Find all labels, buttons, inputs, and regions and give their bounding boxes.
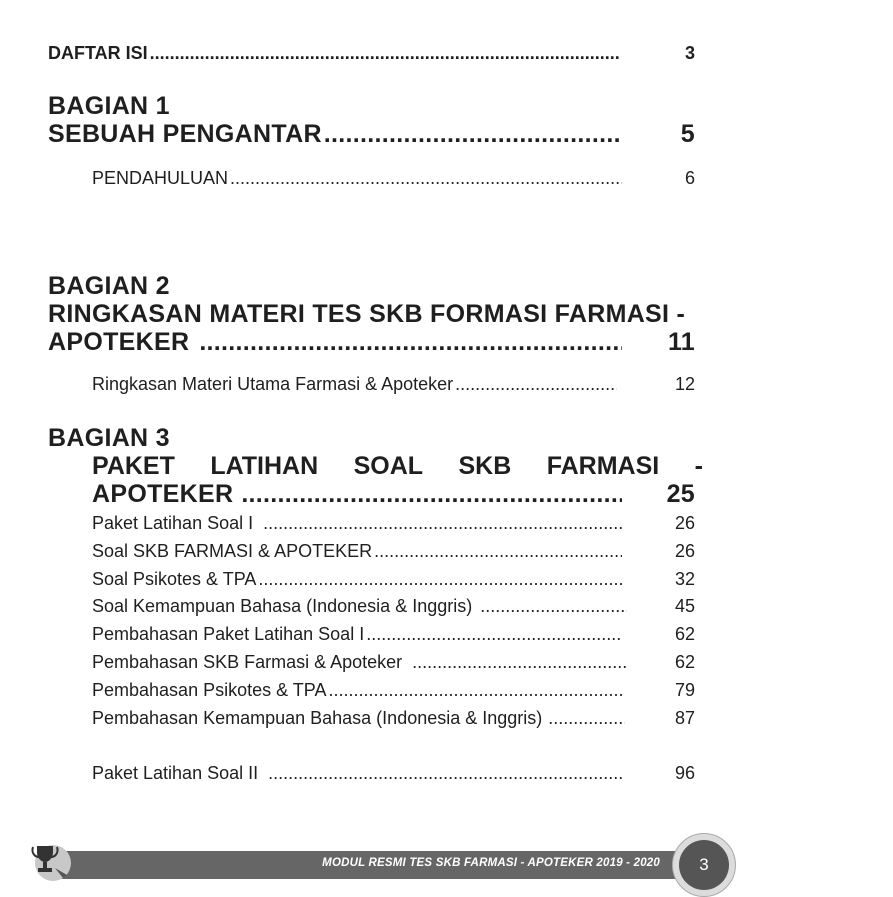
bagian2-title-entry[interactable] xyxy=(48,328,622,357)
toc-item-page: 6 xyxy=(684,168,695,188)
bagian3-item[interactable] xyxy=(92,763,622,784)
dot-leader xyxy=(268,763,622,784)
toc-item-text: Soal SKB FARMASI & APOTEKER xyxy=(92,541,373,561)
toc-item-text: Paket Latihan Soal I xyxy=(92,513,254,533)
bagian3-item[interactable] xyxy=(92,596,627,617)
bagian3-title-entry[interactable] xyxy=(92,480,622,509)
dot-leader xyxy=(412,652,627,673)
title-word: FARMASI xyxy=(546,452,660,480)
toc-item-text: Paket Latihan Soal II xyxy=(92,763,259,783)
toc-item-page: 32 xyxy=(674,569,695,589)
footer-title: MODUL RESMI TES SKB FARMASI - APOTEKER 2019 - 2020 xyxy=(322,857,660,869)
toc-item-page: 12 xyxy=(674,374,695,394)
dot-leader xyxy=(324,120,622,149)
toc-item-text: Soal Kemampuan Bahasa (Indonesia & Inggris) xyxy=(92,596,473,616)
dot-leader xyxy=(230,168,622,189)
toc-entry-daftar-isi[interactable] xyxy=(48,43,620,64)
dot-leader xyxy=(328,680,622,701)
bagian3-item[interactable] xyxy=(92,569,622,590)
bagian2-page: 11 xyxy=(667,328,695,356)
bagian3-page: 25 xyxy=(666,480,695,508)
bagian2-label: BAGIAN 2 xyxy=(48,272,170,300)
toc-item-text: Pembahasan Paket Latihan Soal I xyxy=(92,624,365,644)
toc-item-page: 96 xyxy=(674,763,695,783)
bagian2-title-line1: RINGKASAN MATERI TES SKB FORMASI FARMASI - xyxy=(48,300,686,328)
dot-leader xyxy=(374,541,622,562)
toc-item-page: 62 xyxy=(674,624,695,644)
dot-leader xyxy=(455,374,617,395)
toc-item-page: 45 xyxy=(674,596,695,616)
bagian3-item[interactable] xyxy=(92,652,627,673)
dot-leader xyxy=(199,328,622,357)
bagian1-label: BAGIAN 1 xyxy=(48,92,170,120)
bagian3-title-line1 xyxy=(92,452,703,481)
toc-item-page: 87 xyxy=(674,708,695,728)
bagian3-item[interactable] xyxy=(92,708,625,729)
bagian2-item[interactable] xyxy=(92,374,617,395)
toc-item-text: Pembahasan Psikotes & TPA xyxy=(92,680,327,700)
dot-leader xyxy=(263,513,622,534)
bagian1-title: SEBUAH PENGANTAR xyxy=(48,120,322,148)
dot-leader xyxy=(480,596,627,617)
toc-item-text: Pembahasan Kemampuan Bahasa (Indonesia & Inggris) xyxy=(92,708,543,728)
bagian3-item[interactable] xyxy=(92,541,622,562)
trophy-icon xyxy=(27,838,73,884)
title-word: SKB xyxy=(458,452,512,480)
toc-item-text: Ringkasan Materi Utama Farmasi & Apoteker xyxy=(92,374,454,394)
bagian1-page: 5 xyxy=(680,120,695,148)
dot-leader xyxy=(241,480,622,509)
page-number-badge: 3 xyxy=(679,840,729,890)
bagian1-title-entry[interactable] xyxy=(48,120,622,149)
title-word: PAKET xyxy=(92,452,175,480)
toc-item-page: 79 xyxy=(674,680,695,700)
title-word: LATIHAN xyxy=(210,452,319,480)
bagian3-item[interactable] xyxy=(92,624,622,645)
toc-item-page: 26 xyxy=(674,513,695,533)
dot-leader xyxy=(548,708,625,729)
bagian1-item-pendahuluan[interactable] xyxy=(92,168,622,189)
toc-item-text: PENDAHULUAN xyxy=(92,168,229,188)
dot-leader xyxy=(150,43,620,64)
toc-page-number: 3 xyxy=(684,43,695,63)
title-word: SOAL xyxy=(353,452,424,480)
toc-item-page: 26 xyxy=(674,541,695,561)
toc-label: DAFTAR ISI xyxy=(48,43,148,63)
bagian3-title-line2: APOTEKER xyxy=(92,480,234,508)
bagian3-label: BAGIAN 3 xyxy=(48,424,170,452)
bagian2-title-line2: APOTEKER xyxy=(48,328,190,356)
dot-leader xyxy=(366,624,622,645)
bagian3-item[interactable] xyxy=(92,513,622,534)
title-word: - xyxy=(694,452,703,480)
toc-item-page: 62 xyxy=(674,652,695,672)
bagian3-item[interactable] xyxy=(92,680,622,701)
toc-item-text: Soal Psikotes & TPA xyxy=(92,569,257,589)
dot-leader xyxy=(258,569,622,590)
toc-item-text: Pembahasan SKB Farmasi & Apoteker xyxy=(92,652,403,672)
